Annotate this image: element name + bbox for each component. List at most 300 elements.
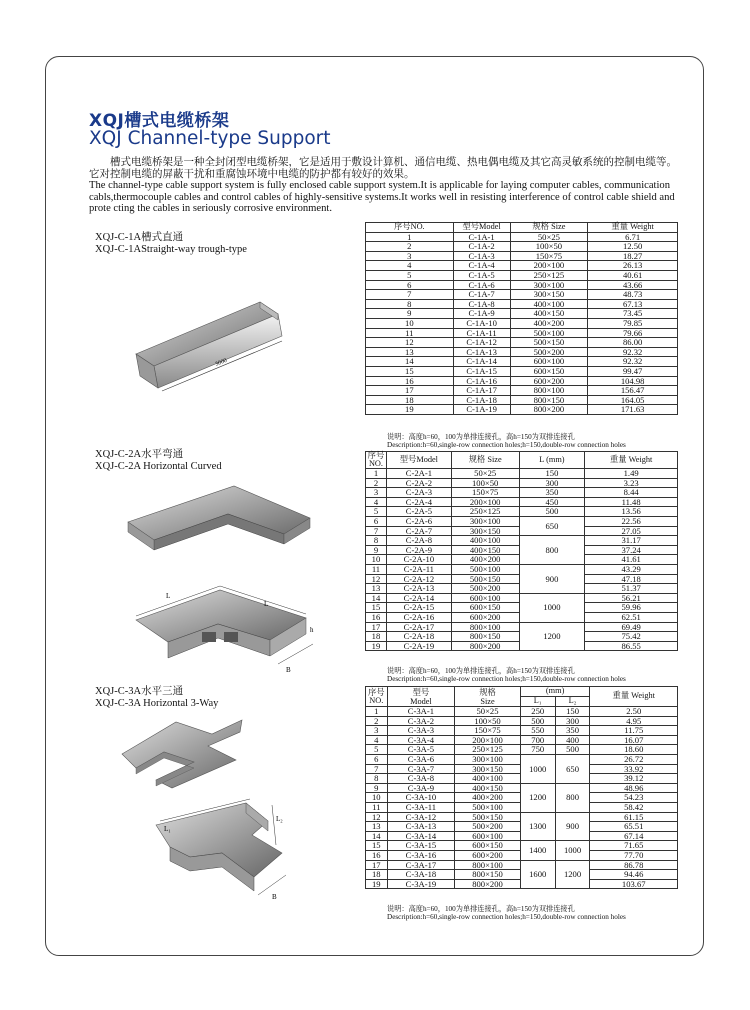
table-cell: 400×200	[510, 318, 588, 328]
table-row	[366, 707, 678, 717]
table-cell: 400×200	[455, 793, 521, 803]
table-cell: C-3A-12	[387, 812, 455, 822]
table-cell: 500	[520, 716, 555, 726]
table-cell: 2	[366, 242, 454, 252]
sec1-th-size: 规格 Size	[510, 223, 588, 233]
table-cell: 12	[366, 338, 454, 348]
table-cell-group: 900	[555, 812, 590, 841]
table-cell: 600×150	[510, 366, 588, 376]
table-row	[366, 386, 678, 396]
table-cell: 4	[366, 497, 387, 507]
table-cell: C-3A-16	[387, 850, 455, 860]
table-row	[366, 318, 678, 328]
table-cell: 8	[366, 774, 388, 784]
table-cell: C-1A-19	[453, 405, 510, 415]
table-cell: 600×200	[510, 376, 588, 386]
sec1-th-weight: 重量 Weight	[588, 223, 678, 233]
table-cell: 150	[519, 469, 585, 479]
table-cell: 11.75	[590, 726, 678, 736]
table-cell: 500×100	[510, 328, 588, 338]
table-cell: 13	[366, 822, 388, 832]
table-cell: 9	[366, 545, 387, 555]
table-cell: 300	[555, 716, 590, 726]
table-cell: C-3A-9	[387, 783, 455, 793]
table-cell: C-3A-14	[387, 831, 455, 841]
table-cell: 59.96	[585, 603, 678, 613]
curved-dimension-illustration	[128, 572, 323, 677]
page-title-en: XQJ Channel-type Support	[89, 128, 331, 149]
table-cell: 5	[366, 270, 454, 280]
table-cell: 1	[366, 469, 387, 479]
table-cell: C-3A-10	[387, 793, 455, 803]
sec2-dim-h: h	[310, 626, 314, 634]
table-cell: C-2A-14	[386, 593, 451, 603]
table-cell: C-2A-15	[386, 603, 451, 613]
table-cell: 600×150	[451, 603, 519, 613]
table-cell: 500×200	[451, 584, 519, 594]
table-cell: 250×125	[455, 745, 521, 755]
table-cell: 67.13	[588, 299, 678, 309]
table-cell: C-3A-17	[387, 860, 455, 870]
table-row	[366, 516, 678, 526]
table-cell: 27.05	[585, 526, 678, 536]
table-cell: 50×25	[510, 232, 588, 242]
table-cell: 500	[555, 745, 590, 755]
table-cell: 550	[520, 726, 555, 736]
table-cell: 40.61	[588, 270, 678, 280]
table-row	[366, 366, 678, 376]
table-cell: C-3A-8	[387, 774, 455, 784]
table-cell: 500×100	[451, 564, 519, 574]
sec2-label-cn: XQJ-C-2A水平弯通	[95, 449, 184, 460]
table-cell: 800×150	[451, 632, 519, 642]
table-cell: 500×150	[455, 812, 521, 822]
table-cell: 79.85	[588, 318, 678, 328]
table-cell: 26.13	[588, 261, 678, 271]
table-cell: 92.32	[588, 347, 678, 357]
table-cell: 69.49	[585, 622, 678, 632]
table-cell-group: 1200	[519, 622, 585, 651]
table-cell: 86.55	[585, 641, 678, 651]
table-cell: 500×150	[510, 338, 588, 348]
table-cell-group: 650	[519, 516, 585, 535]
table-cell: C-1A-6	[453, 280, 510, 290]
table-cell: 800×100	[455, 860, 521, 870]
table-cell: C-1A-11	[453, 328, 510, 338]
table-cell: 43.29	[585, 564, 678, 574]
table-cell: 9	[366, 783, 388, 793]
table-cell: 2	[366, 478, 387, 488]
table-cell: 11	[366, 802, 388, 812]
table-cell: 65.51	[590, 822, 678, 832]
table-cell: 4	[366, 261, 454, 271]
table-cell: C-2A-19	[386, 641, 451, 651]
table-cell: 600×100	[510, 357, 588, 367]
table-cell: C-2A-5	[386, 507, 451, 517]
table-cell: 54.23	[590, 793, 678, 803]
table-cell: 250	[520, 707, 555, 717]
table-cell: 150	[555, 707, 590, 717]
page-title-cn: XQJ槽式电缆桥架	[89, 111, 230, 131]
table-cell: C-3A-4	[387, 735, 455, 745]
sec2-note-en: Description:h=60,single-row connection holes;h=150,double-row connection holes	[387, 674, 626, 683]
table-cell: C-3A-13	[387, 822, 455, 832]
table-cell: 300×150	[451, 526, 519, 536]
tee-dimension-illustration	[150, 795, 290, 905]
table-cell: C-3A-3	[387, 726, 455, 736]
table-cell: C-2A-17	[386, 622, 451, 632]
table-cell: 17	[366, 622, 387, 632]
sec1-note	[387, 434, 626, 449]
table-cell: C-2A-10	[386, 555, 451, 565]
table-row	[366, 405, 678, 415]
table-cell: 67.14	[590, 831, 678, 841]
table-cell: 79.66	[588, 328, 678, 338]
table-cell: C-1A-17	[453, 386, 510, 396]
sec3-th-mm: (mm)	[520, 687, 590, 697]
table-cell: 500×200	[455, 822, 521, 832]
table-cell: 500	[519, 507, 585, 517]
table-cell: 3	[366, 726, 388, 736]
table-cell: C-1A-2	[453, 242, 510, 252]
table-cell: C-2A-4	[386, 497, 451, 507]
sec1-note-en: Description:h=60,single-row connection holes;h=150,double-row connection holes	[387, 440, 626, 449]
table-cell: 43.66	[588, 280, 678, 290]
table-cell: 350	[555, 726, 590, 736]
table-cell: 5	[366, 745, 388, 755]
table-cell: 2	[366, 716, 388, 726]
table-cell: 39.12	[590, 774, 678, 784]
table-cell-group: 1000	[555, 841, 590, 860]
sec3-label-en: XQJ-C-3A Horizontal 3-Way	[95, 698, 219, 709]
table-cell: C-1A-4	[453, 261, 510, 271]
table-cell: 18	[366, 632, 387, 642]
table-cell: C-1A-12	[453, 338, 510, 348]
table-cell: 26.72	[590, 754, 678, 764]
table-cell: 13	[366, 347, 454, 357]
sec2-note	[387, 668, 626, 683]
table-cell: C-2A-7	[386, 526, 451, 536]
table-cell: C-3A-6	[387, 754, 455, 764]
table-cell-group: 1300	[520, 812, 555, 841]
sec2-th-model: 型号Model	[386, 452, 451, 469]
table-cell: C-1A-13	[453, 347, 510, 357]
table-cell: 94.46	[590, 870, 678, 880]
sec3-note-en: Description:h=60,single-row connection holes;h=150,double-row connection holes	[387, 912, 626, 921]
table-row	[366, 488, 678, 498]
table-cell: C-1A-1	[453, 232, 510, 242]
sec3-th-no: 序号 NO.	[366, 687, 388, 707]
table-cell: C-2A-13	[386, 584, 451, 594]
sec1-label-en: XQJ-C-1AStraight-way trough-type	[95, 244, 247, 255]
table-cell: 400×100	[510, 299, 588, 309]
straight-trough-illustration	[132, 292, 332, 402]
table-cell: 250×125	[510, 270, 588, 280]
table-cell: 10	[366, 318, 454, 328]
sec1-th-no: 序号NO.	[366, 223, 454, 233]
table-cell: C-1A-3	[453, 251, 510, 261]
table-cell: 41.61	[585, 555, 678, 565]
table-cell: 200×100	[455, 735, 521, 745]
table-cell: 750	[520, 745, 555, 755]
tee-top-illustration	[116, 712, 246, 792]
table-cell: 164.05	[588, 395, 678, 405]
table-cell: 11	[366, 564, 387, 574]
sec3-table	[365, 686, 678, 889]
sec3-dim-L1: L₁	[164, 825, 171, 833]
table-cell: 62.51	[585, 612, 678, 622]
table-cell: 18	[366, 870, 388, 880]
table-cell: C-1A-15	[453, 366, 510, 376]
table-cell: 150×75	[510, 251, 588, 261]
table-cell: 250×125	[451, 507, 519, 517]
table-cell: 16.07	[590, 735, 678, 745]
table-cell: 71.65	[590, 841, 678, 851]
table-cell: 200×100	[510, 261, 588, 271]
table-cell: 11.48	[585, 497, 678, 507]
sec3-dim-L2: L₂	[276, 815, 283, 823]
table-cell: C-2A-18	[386, 632, 451, 642]
table-cell: 8	[366, 536, 387, 546]
table-cell: 3.23	[585, 478, 678, 488]
table-cell: 800×100	[451, 622, 519, 632]
table-row	[366, 469, 678, 479]
table-cell: 15	[366, 366, 454, 376]
sec3-th-l2: L₂	[555, 697, 590, 707]
table-row	[366, 726, 678, 736]
sec1-note-cn: 说明：高度h=60，100为单排连接孔，高h=150为双排连接孔	[387, 433, 575, 441]
table-cell: 8.44	[585, 488, 678, 498]
table-row	[366, 564, 678, 574]
table-cell: 33.92	[590, 764, 678, 774]
table-cell: 22.56	[585, 516, 678, 526]
table-cell: 17	[366, 860, 388, 870]
table-cell: 18	[366, 395, 454, 405]
table-cell: C-3A-2	[387, 716, 455, 726]
table-cell: 4	[366, 735, 388, 745]
sec1-dim-label: 3000	[214, 357, 228, 368]
table-cell: C-2A-12	[386, 574, 451, 584]
table-cell: 350	[519, 488, 585, 498]
table-cell: 16	[366, 850, 388, 860]
table-cell: 400×100	[451, 536, 519, 546]
table-cell: 1.49	[585, 469, 678, 479]
sec2-note-cn: 说明：高度h=60，100为单排连接孔，高h=150为双排连接孔	[387, 667, 575, 675]
table-cell: 92.32	[588, 357, 678, 367]
table-cell: 6	[366, 280, 454, 290]
table-cell: 16	[366, 612, 387, 622]
table-cell: 800×200	[451, 641, 519, 651]
table-cell: 800×150	[510, 395, 588, 405]
table-cell: 6	[366, 754, 388, 764]
table-cell-group: 900	[519, 564, 585, 593]
table-cell: 200×100	[451, 497, 519, 507]
table-cell: 47.18	[585, 574, 678, 584]
table-cell: C-3A-19	[387, 879, 455, 889]
table-cell: 75.42	[585, 632, 678, 642]
table-cell: C-2A-16	[386, 612, 451, 622]
table-cell: 400×200	[451, 555, 519, 565]
table-cell: C-2A-9	[386, 545, 451, 555]
table-cell: 7	[366, 764, 388, 774]
table-cell: C-3A-15	[387, 841, 455, 851]
table-cell: 500×200	[510, 347, 588, 357]
table-row	[366, 338, 678, 348]
sec1-label	[95, 232, 247, 256]
table-cell: 700	[520, 735, 555, 745]
sec3-label-cn: XQJ-C-3A水平三通	[95, 686, 184, 697]
table-cell: C-2A-1	[386, 469, 451, 479]
table-cell: C-1A-14	[453, 357, 510, 367]
table-row	[366, 290, 678, 300]
table-cell-group: 1200	[520, 783, 555, 812]
table-cell: C-3A-1	[387, 707, 455, 717]
table-cell: 8	[366, 299, 454, 309]
sec2-th-L: L (mm)	[519, 452, 585, 469]
table-cell-group: 1000	[519, 593, 585, 622]
table-cell: 14	[366, 593, 387, 603]
sec2-dim-L1: L	[166, 592, 171, 600]
table-cell-group: 800	[519, 536, 585, 565]
table-cell: C-2A-8	[386, 536, 451, 546]
table-cell: 600×150	[455, 841, 521, 851]
table-row	[366, 242, 678, 252]
table-cell: 7	[366, 290, 454, 300]
table-cell: 86.78	[590, 860, 678, 870]
sec3-note-cn: 说明：高度h=60，100为单排连接孔，高h=150为双排连接孔	[387, 905, 575, 913]
table-cell: 48.73	[588, 290, 678, 300]
table-cell: 1	[366, 232, 454, 242]
sec2-dim-L2: L	[264, 600, 269, 608]
table-cell: 400	[555, 735, 590, 745]
table-cell: 400×150	[510, 309, 588, 319]
table-cell: 171.63	[588, 405, 678, 415]
table-cell: 300×150	[510, 290, 588, 300]
table-cell: 300×150	[455, 764, 521, 774]
table-cell: 600×100	[451, 593, 519, 603]
table-row	[366, 270, 678, 280]
table-cell: 104.98	[588, 376, 678, 386]
table-cell: 6	[366, 516, 387, 526]
table-cell: 18.27	[588, 251, 678, 261]
table-cell: 156.47	[588, 386, 678, 396]
table-cell: 99.47	[588, 366, 678, 376]
table-cell-group: 800	[555, 783, 590, 812]
table-cell: 19	[366, 879, 388, 889]
table-cell: 500×150	[451, 574, 519, 584]
sec2-dim-B: B	[286, 666, 291, 674]
sec2-th-weight: 重量 Weight	[585, 452, 678, 469]
table-cell: 12	[366, 812, 388, 822]
sec3-dim-B: B	[272, 893, 277, 901]
table-row	[366, 309, 678, 319]
table-cell: 14	[366, 357, 454, 367]
table-cell: 800×200	[510, 405, 588, 415]
table-row	[366, 357, 678, 367]
sec1-table	[365, 222, 678, 415]
table-cell: 5	[366, 507, 387, 517]
table-cell: 18.60	[590, 745, 678, 755]
table-cell: 15	[366, 841, 388, 851]
table-cell: 500×100	[455, 802, 521, 812]
table-cell: 14	[366, 831, 388, 841]
table-cell: 1	[366, 707, 388, 717]
table-cell: 16	[366, 376, 454, 386]
table-cell: 19	[366, 641, 387, 651]
table-cell: 15	[366, 603, 387, 613]
table-cell: 103.67	[590, 879, 678, 889]
table-cell: 300×100	[455, 754, 521, 764]
table-cell: 37.24	[585, 545, 678, 555]
sec2-th-size: 规格 Size	[451, 452, 519, 469]
table-cell: 300	[519, 478, 585, 488]
table-cell: 3	[366, 488, 387, 498]
table-cell: 600×200	[455, 850, 521, 860]
table-cell: C-2A-3	[386, 488, 451, 498]
table-cell: C-1A-7	[453, 290, 510, 300]
table-cell: C-1A-10	[453, 318, 510, 328]
table-cell: 800×200	[455, 879, 521, 889]
table-cell: 400×150	[451, 545, 519, 555]
sec2-label-en: XQJ-C-2A Horizontal Curved	[95, 461, 222, 472]
sec2-label	[95, 449, 222, 473]
table-cell: 56.21	[585, 593, 678, 603]
table-cell: 400×150	[455, 783, 521, 793]
sec1-label-cn: XQJ-C-1A槽式直通	[95, 232, 184, 243]
table-cell: 100×50	[451, 478, 519, 488]
table-cell: 73.45	[588, 309, 678, 319]
table-cell: 31.17	[585, 536, 678, 546]
table-cell-group: 1200	[555, 860, 590, 889]
table-row	[366, 754, 678, 764]
table-cell: 800×150	[455, 870, 521, 880]
table-row	[366, 841, 678, 851]
table-cell: 150×75	[451, 488, 519, 498]
table-cell-group: 650	[555, 754, 590, 783]
table-cell: C-3A-18	[387, 870, 455, 880]
table-cell: 300×100	[510, 280, 588, 290]
table-cell: 19	[366, 405, 454, 415]
table-cell-group: 1400	[520, 841, 555, 860]
table-cell: 86.00	[588, 338, 678, 348]
table-cell: 100×50	[455, 716, 521, 726]
table-cell: 150×75	[455, 726, 521, 736]
table-cell: 9	[366, 309, 454, 319]
table-cell: 600×100	[455, 831, 521, 841]
table-cell: 77.70	[590, 850, 678, 860]
sec3-th-weight: 重量 Weight	[590, 687, 678, 707]
table-row	[366, 536, 678, 546]
sec3-th-model: 型号 Model	[387, 687, 455, 707]
table-cell: 50×25	[451, 469, 519, 479]
table-cell: 12.50	[588, 242, 678, 252]
table-cell: C-3A-5	[387, 745, 455, 755]
table-cell: 800×100	[510, 386, 588, 396]
table-cell: C-2A-2	[386, 478, 451, 488]
table-cell: 600×200	[451, 612, 519, 622]
table-cell: C-2A-6	[386, 516, 451, 526]
table-cell: 400×100	[455, 774, 521, 784]
table-cell-group: 1000	[520, 754, 555, 783]
table-cell: C-1A-9	[453, 309, 510, 319]
sec3-th-l1: L₁	[520, 697, 555, 707]
table-cell: 17	[366, 386, 454, 396]
table-cell-group: 1600	[520, 860, 555, 889]
table-cell: 10	[366, 793, 388, 803]
table-cell: 51.37	[585, 584, 678, 594]
table-cell: 2.50	[590, 707, 678, 717]
table-cell: 3	[366, 251, 454, 261]
